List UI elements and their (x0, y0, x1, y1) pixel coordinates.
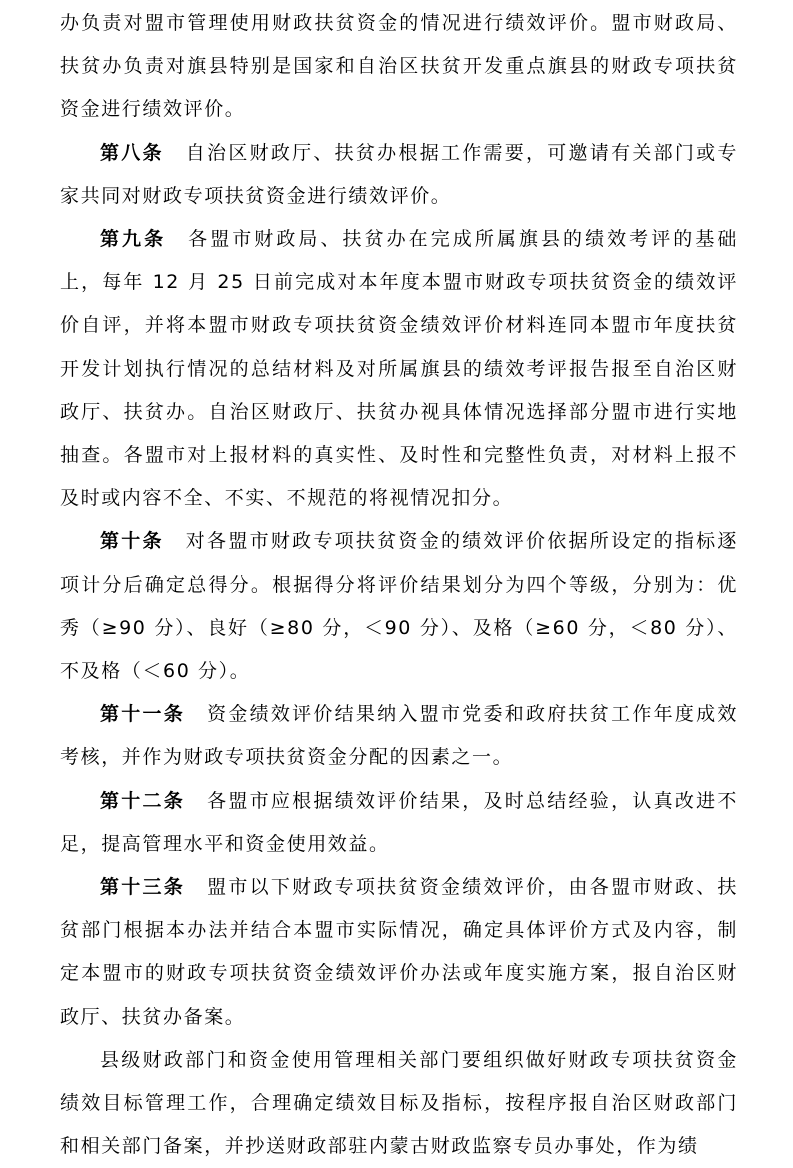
article-number: 第十三条 (100, 876, 186, 899)
article-number: 第十一条 (100, 703, 186, 726)
county-level-paragraph (60, 1039, 738, 1168)
paragraph-text: 各盟市财政局、扶贫办在完成所属旗县的绩效考评的基础上，每年 12 月 25 日前完成对本年度本盟市财政专项扶贫资金的绩效评价自评，并将本盟市财政专项扶贫资金绩效评价材料连同本盟市年度扶贫开发计划执行情况的总结材料及对所属旗县的绩效考评报告报至自治区财政厅、扶贫办。自治区财政厅、扶贫办视具体情况选择部分盟市进行实地抽查。各盟市对上报材料的真实性、及时性和完整性负责，对材料上报不及时或内容不全、不实、不规范的将视情况扣分。 (60, 228, 738, 510)
paragraph-text: 自治区财政厅、扶贫办根据工作需要，可邀请有关部门或专家共同对财政专项扶贫资金进行绩效评价。 (60, 141, 738, 207)
article-8-paragraph (60, 132, 738, 218)
paragraph-text: 盟市以下财政专项扶贫资金绩效评价，由各盟市财政、扶贫部门根据本办法并结合本盟市实际情况，确定具体评价方式及内容，制定本盟市的财政专项扶贫资金绩效评价办法或年度实施方案，报自治区财政厅、扶贫办备案。 (60, 876, 738, 1028)
paragraph-continuation (60, 2, 738, 132)
article-number: 第九条 (100, 228, 167, 251)
article-13-paragraph (60, 866, 738, 1039)
article-10-paragraph (60, 520, 738, 693)
article-12-paragraph (60, 780, 738, 866)
paragraph-text: 资金绩效评价结果纳入盟市党委和政府扶贫工作年度成效考核，并作为财政专项扶贫资金分配的因素之一。 (60, 703, 738, 769)
article-number: 第十条 (100, 530, 164, 553)
article-9-paragraph (60, 218, 738, 520)
document-page (60, 2, 738, 1168)
paragraph-text: 县级财政部门和资金使用管理相关部门要组织做好财政专项扶贫资金绩效目标管理工作，合理确定绩效目标及指标，按程序报自治区财政部门和相关部门备案，并抄送财政部驻内蒙古财政监察专员办事处，作为绩 (60, 1048, 738, 1158)
article-11-paragraph (60, 693, 738, 779)
paragraph-text: 对各盟市财政专项扶贫资金的绩效评价依据所设定的指标逐项计分后确定总得分。根据得分将评价结果划分为四个等级，分别为：优秀（≥90 分）、良好（≥80 分，＜90 分）、及格（≥60 分，＜80 分）、不及格（＜60 分）。 (60, 530, 738, 683)
paragraph-text: 办负责对盟市管理使用财政扶贫资金的情况进行绩效评价。盟市财政局、扶贫办负责对旗县特别是国家和自治区扶贫开发重点旗县的财政专项扶贫资金进行绩效评价。 (60, 12, 738, 121)
article-number: 第八条 (100, 141, 164, 164)
paragraph-text: 各盟市应根据绩效评价结果，及时总结经验，认真改进不足，提高管理水平和资金使用效益。 (60, 789, 738, 855)
article-number: 第十二条 (100, 789, 186, 812)
